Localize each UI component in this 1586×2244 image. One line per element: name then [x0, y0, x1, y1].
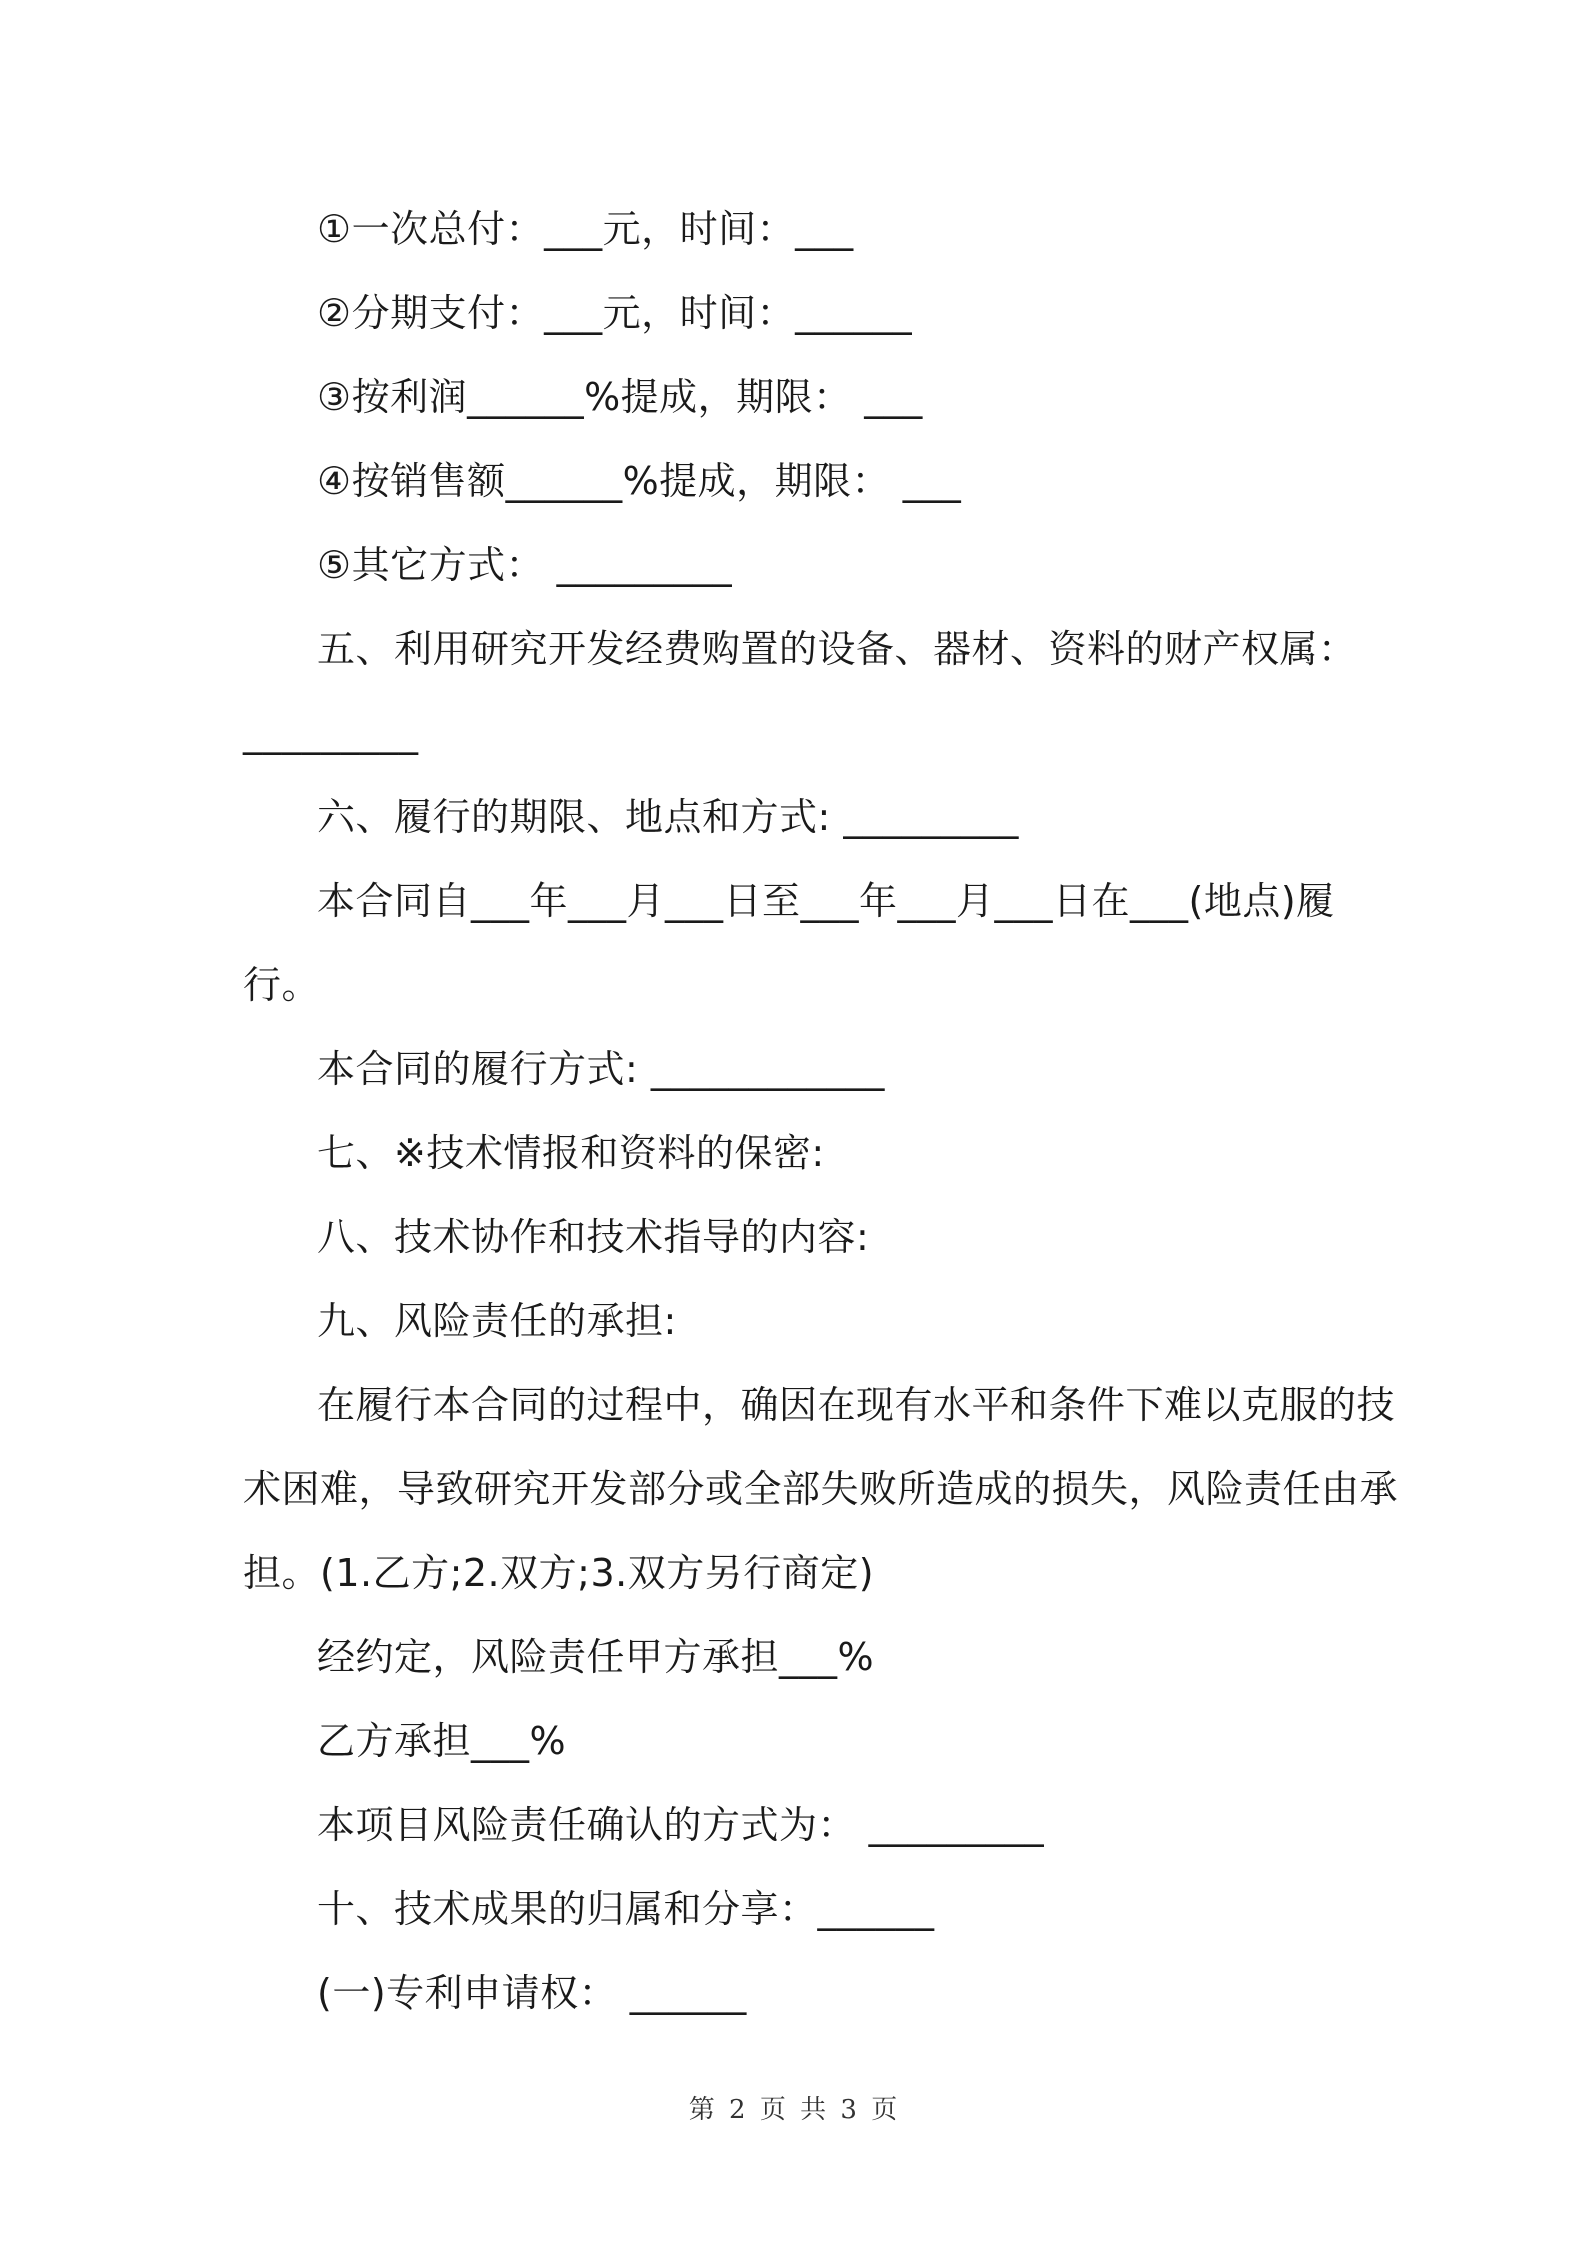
page-number-footer: 第 2 页 共 3 页	[688, 2095, 898, 2125]
risk-share-party-a: 经约定，风险责任甲方承担___%	[317, 1635, 875, 1679]
payment-option-other: ⑤其它方式： _________	[317, 543, 733, 587]
contract-period-line-2: 行。	[243, 963, 321, 1007]
risk-paragraph-line-3: 担。(1.乙方;2.双方;3.双方另行商定)	[243, 1551, 875, 1595]
payment-option-sales-share: ④按销售额______%提成，期限： ___	[317, 459, 962, 503]
payment-option-lump-sum: ①一次总付：___元，时间：___	[317, 207, 854, 251]
risk-paragraph-line-1: 在履行本合同的过程中，确因在现有水平和条件下难以克服的技	[317, 1383, 1396, 1427]
contract-period-line-1: 本合同自___年___月___日至___年___月___日在___(地点)履	[317, 879, 1335, 923]
section-eight-heading: 八、技术协作和技术指导的内容:	[317, 1215, 870, 1259]
risk-share-party-b: 乙方承担___%	[317, 1719, 567, 1763]
section-six-heading: 六、履行的期限、地点和方式: _________	[317, 795, 1019, 839]
section-seven-heading: 七、※技术情报和资料的保密:	[317, 1131, 825, 1175]
payment-option-profit-share: ③按利润______%提成，期限： ___	[317, 375, 923, 419]
section-nine-heading: 九、风险责任的承担:	[317, 1299, 677, 1343]
risk-paragraph-line-2: 术困难，导致研究开发部分或全部失败所造成的损失，风险责任由承	[243, 1467, 1399, 1511]
section-five-blank: _________	[243, 711, 419, 755]
section-five-heading: 五、利用研究开发经费购置的设备、器材、资料的财产权属：	[317, 627, 1357, 671]
patent-application-right: (一)专利申请权： ______	[317, 1971, 747, 2015]
payment-option-installment: ②分期支付：___元，时间：______	[317, 291, 913, 335]
risk-confirmation-method: 本项目风险责任确认的方式为： _________	[317, 1803, 1045, 1847]
contract-performance-method: 本合同的履行方式: ____________	[317, 1047, 885, 1091]
section-ten-heading: 十、技术成果的归属和分享：______	[317, 1887, 935, 1931]
